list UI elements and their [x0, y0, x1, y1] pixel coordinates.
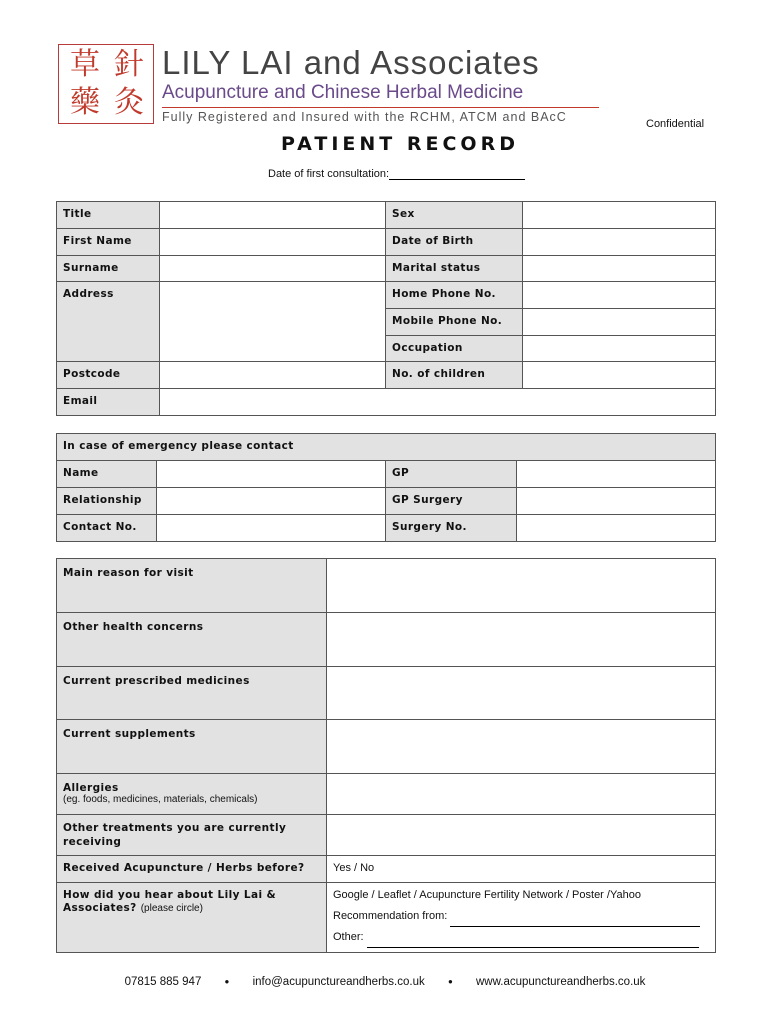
recommendation-row [333, 906, 709, 927]
personal-details-table [56, 201, 716, 416]
relationship-field[interactable] [157, 488, 386, 515]
home-phone-label: Home Phone No. [386, 282, 523, 309]
mobile-phone-field[interactable] [523, 309, 716, 336]
brand-title: LILY LAI and Associates [162, 44, 540, 81]
supplements-label: Current supplements [57, 720, 327, 774]
sex-field[interactable] [523, 202, 716, 229]
contact-no-field[interactable] [157, 515, 386, 542]
surgery-no-field[interactable] [517, 515, 716, 542]
gp-field[interactable] [517, 461, 716, 488]
marital-label: Marital status [386, 256, 523, 282]
recommendation-label: Recommendation from: [333, 910, 448, 922]
children-field[interactable] [523, 362, 716, 389]
how-heard-label: How did you hear about Lily Lai & Associates? [63, 889, 277, 914]
how-heard-label-cell [57, 883, 327, 953]
how-heard-options [327, 883, 716, 953]
date-field[interactable] [389, 168, 525, 180]
main-reason-field[interactable] [327, 559, 716, 613]
first-name-field[interactable] [160, 229, 386, 256]
allergies-label: Allergies [63, 782, 119, 794]
gp-surgery-field[interactable] [517, 488, 716, 515]
received-before-options[interactable]: Yes / No [327, 856, 716, 883]
date-of-first-consultation [268, 168, 525, 180]
health-history-table [56, 558, 716, 953]
allergies-note: (eg. foods, medicines, materials, chemicals) [63, 794, 258, 805]
address-label: Address [57, 282, 160, 362]
allergies-field[interactable] [327, 774, 716, 815]
contact-no-label: Contact No. [57, 515, 157, 542]
supplements-field[interactable] [327, 720, 716, 774]
occupation-field[interactable] [523, 336, 716, 362]
footer-phone: 07815 885 947 [124, 976, 202, 988]
bullet-icon: ● [447, 977, 453, 987]
surname-label: Surname [57, 256, 160, 282]
brand-registration: Fully Registered and Insured with the RCHM, ATCM and BAcC [162, 110, 567, 124]
logo-char: 藥 [70, 85, 100, 120]
email-label: Email [57, 389, 160, 416]
sex-label: Sex [386, 202, 523, 229]
prescribed-medicines-field[interactable] [327, 667, 716, 720]
gp-surgery-label: GP Surgery [386, 488, 517, 515]
logo-char: 針 [114, 47, 144, 82]
gp-label: GP [386, 461, 517, 488]
source-options[interactable]: Google / Leaflet / Acupuncture Fertility Network / Poster /Yahoo [333, 889, 641, 901]
received-before-label: Received Acupuncture / Herbs before? [57, 856, 327, 883]
children-label: No. of children [386, 362, 523, 389]
home-phone-field[interactable] [523, 282, 716, 309]
emergency-name-label: Name [57, 461, 157, 488]
relationship-label: Relationship [57, 488, 157, 515]
emergency-name-field[interactable] [157, 461, 386, 488]
main-reason-label: Main reason for visit [57, 559, 327, 613]
marital-field[interactable] [523, 256, 716, 282]
dob-label: Date of Birth [386, 229, 523, 256]
surname-field[interactable] [160, 256, 386, 282]
emergency-contact-table [56, 433, 716, 542]
other-concerns-label: Other health concerns [57, 613, 327, 667]
brand-subtitle: Acupuncture and Chinese Herbal Medicine [162, 82, 524, 103]
footer-website[interactable]: www.acupunctureandherbs.co.uk [476, 976, 646, 988]
emergency-header: In case of emergency please contact [57, 434, 716, 461]
title-field[interactable] [160, 202, 386, 229]
mobile-phone-label: Mobile Phone No. [386, 309, 523, 336]
title-label: Title [57, 202, 160, 229]
surgery-no-label: Surgery No. [386, 515, 517, 542]
allergies-label-cell [57, 774, 327, 815]
other-label: Other: [333, 931, 364, 943]
postcode-field[interactable] [160, 362, 386, 389]
recommendation-field[interactable] [450, 916, 700, 927]
other-treatments-label: Other treatments you are currently receiving [57, 815, 327, 856]
bullet-icon: ● [224, 977, 230, 987]
confidential-label: Confidential [646, 118, 705, 130]
prescribed-medicines-label: Current prescribed medicines [57, 667, 327, 720]
logo-char: 草 [70, 47, 100, 82]
other-concerns-field[interactable] [327, 613, 716, 667]
how-heard-note: (please circle) [140, 903, 203, 914]
logo [58, 44, 154, 124]
postcode-label: Postcode [57, 362, 160, 389]
first-name-label: First Name [57, 229, 160, 256]
footer [0, 976, 770, 988]
other-treatments-field[interactable] [327, 815, 716, 856]
other-field[interactable] [367, 937, 699, 948]
logo-char: 灸 [114, 85, 144, 120]
brand-divider [162, 107, 599, 108]
address-field[interactable] [160, 282, 386, 362]
footer-email[interactable]: info@acupunctureandherbs.co.uk [252, 976, 425, 988]
occupation-label: Occupation [386, 336, 523, 362]
page-title: PATIENT RECORD [280, 133, 519, 155]
date-label: Date of first consultation: [268, 168, 390, 180]
email-field[interactable] [160, 389, 716, 416]
other-row [333, 927, 709, 948]
dob-field[interactable] [523, 229, 716, 256]
